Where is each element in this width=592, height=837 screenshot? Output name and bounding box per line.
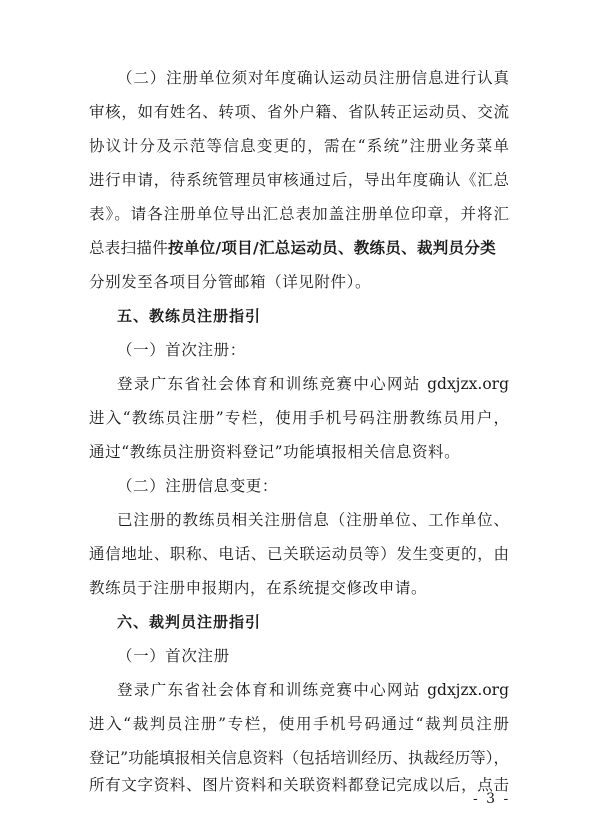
paragraph-line: 进入“裁判员注册”专栏，使用手机号码通过“裁判员注册 <box>89 715 509 733</box>
page-number: - 3 - <box>473 791 511 807</box>
subsection-title: （二）注册信息变更： <box>117 477 279 495</box>
paragraph-line: 协议计分及示范等信息变更的，需在“系统”注册业务菜单 <box>89 137 509 155</box>
paragraph-line: 表》。请各注册单位导出汇总表加盖注册单位印章，并将汇 <box>89 205 509 223</box>
paragraph-line: 登记”功能填报相关信息资料（包括培训经历、执裁经历等）， <box>89 749 509 767</box>
paragraph-line: 进行申请，待系统管理员审核通过后，导出年度确认《汇总 <box>89 171 509 189</box>
paragraph-line: 已注册的教练员相关注册信息（注册单位、工作单位、 <box>117 511 509 529</box>
paragraph-line: 登录广东省社会体育和训练竞赛中心网站 gdxjzx.org <box>117 681 509 699</box>
section-heading-coach: 五、教练员注册指引 <box>117 307 262 325</box>
paragraph-line: 教练员于注册申报期内，在系统提交修改申请。 <box>89 579 428 597</box>
paragraph-text: 总表扫描件 <box>89 239 169 257</box>
subsection-title: （一）首次注册 <box>117 647 230 665</box>
paragraph-line: 分别发至各项目分管邮箱（详见附件）。 <box>89 273 372 291</box>
subsection-title: （一）首次注册： <box>117 341 246 359</box>
paragraph-line: 进入“教练员注册”专栏，使用手机号码注册教练员用户， <box>89 409 509 427</box>
paragraph-line: 通过“教练员注册资料登记”功能填报相关信息资料。 <box>89 443 461 461</box>
paragraph-line: 所有文字资料、图片资料和关联资料都登记完成以后，点击 <box>89 776 509 794</box>
paragraph-line: （二）注册单位须对年度确认运动员注册信息进行认真 <box>117 69 509 87</box>
paragraph-line: 审核，如有姓名、转项、省外户籍、省队转正运动员、交流 <box>89 103 509 121</box>
bold-instruction-text: 按单位/项目/汇总运动员、教练员、裁判员分类 <box>168 239 496 257</box>
paragraph-line <box>89 238 509 258</box>
paragraph-line: 通信地址、职称、电话、已关联运动员等）发生变更的，由 <box>89 545 509 563</box>
paragraph-line: 登录广东省社会体育和训练竞赛中心网站 gdxjzx.org <box>117 375 509 393</box>
section-heading-referee: 六、裁判员注册指引 <box>117 613 262 631</box>
